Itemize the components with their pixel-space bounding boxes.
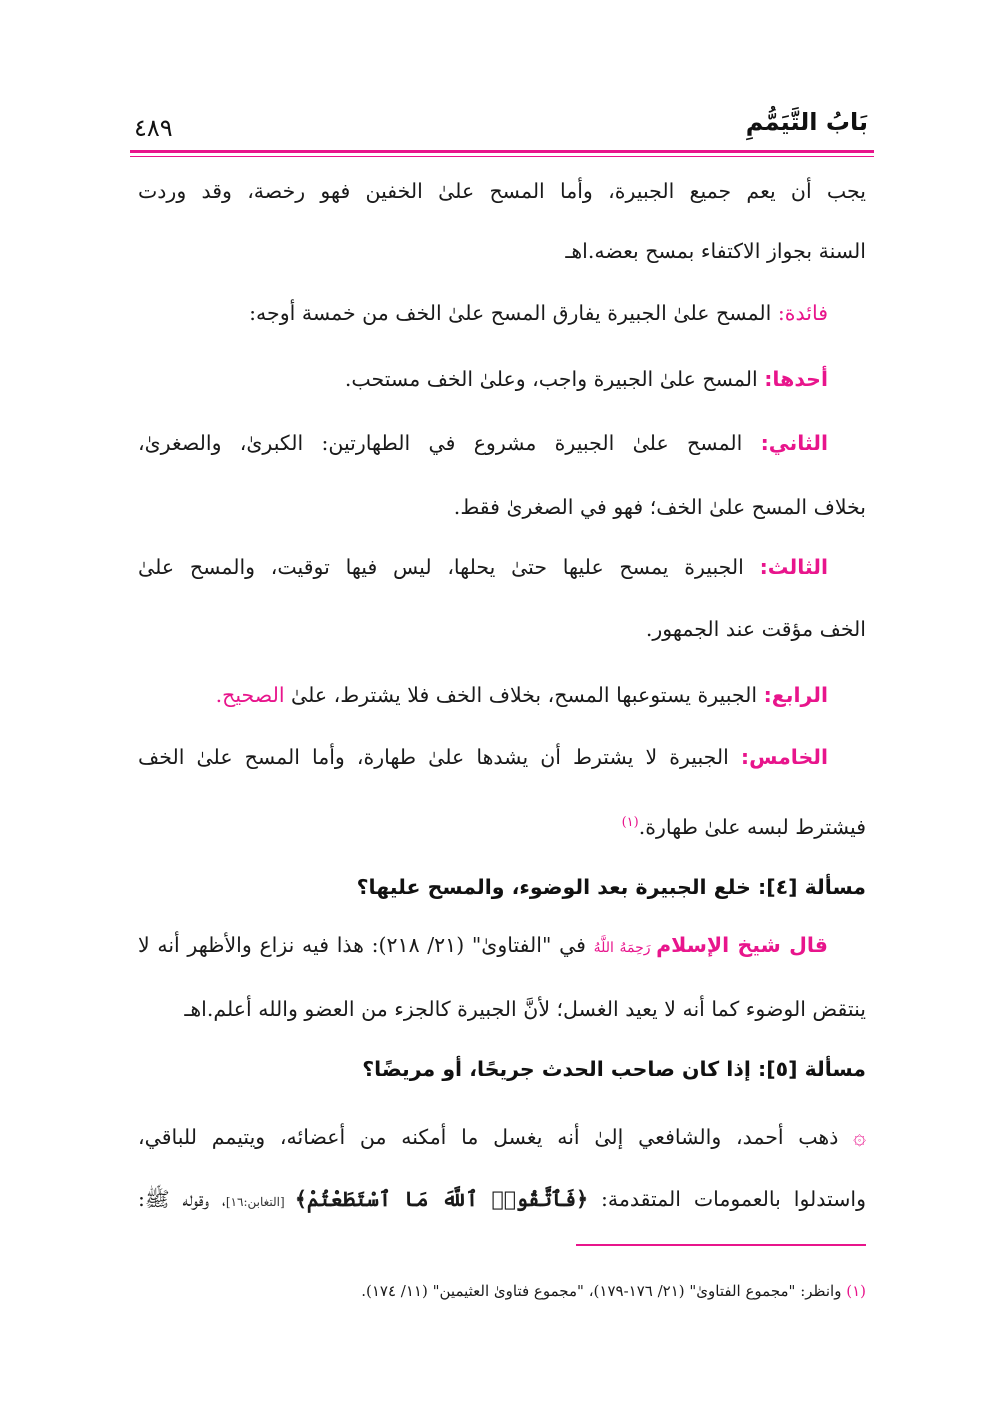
highlight-text: الصحيح. <box>215 683 285 707</box>
point-label: أحدها: <box>764 367 828 391</box>
line-text: المسح علىٰ الجبيرة مشروع في الطهارتين: الكبرىٰ، والصغرىٰ، <box>138 431 761 455</box>
line-text: بخلاف المسح علىٰ الخف؛ فهو في الصغرىٰ فقط. <box>453 495 866 519</box>
header-rule-thin <box>130 156 874 157</box>
text-line <box>138 298 828 328</box>
text-line <box>138 364 828 394</box>
question-title: خلع الجبيرة بعد الوضوء، والمسح عليها؟ <box>356 875 759 899</box>
line-text: ، وقوله ﷺ: <box>138 1187 226 1211</box>
text-line <box>138 808 866 842</box>
line-text: يجب أن يعم جميع الجبيرة، وأما المسح علىٰ الخفين فهو رخصة، وقد وردت <box>138 179 866 203</box>
line-text: المسح علىٰ الجبيرة واجب، وعلىٰ الخف مستحب. <box>344 367 765 391</box>
header-rule <box>130 150 874 153</box>
question-heading <box>138 872 866 902</box>
author-label: قال شيخ الإسلام <box>656 933 828 957</box>
footnote-ref[interactable]: (١) <box>621 815 639 830</box>
text-line <box>138 1122 866 1153</box>
text-line <box>138 492 866 522</box>
question-heading <box>138 1054 866 1084</box>
point-label: الخامس: <box>740 745 828 769</box>
point-label: الرابع: <box>763 683 828 707</box>
honorific: رَحِمَهُ اللَّهُ <box>593 940 657 956</box>
quran-quote: ﴿فَٱتَّقُوا۟ ٱللَّهَ مَا ٱسْتَطَعْتُمْ﴾ <box>294 1187 589 1211</box>
question-label: مسألة [٥]: <box>758 1057 866 1081</box>
line-text: في "الفتاوىٰ" (٢١/ ٢١٨): هذا فيه نزاع والأظهر أنه لا <box>138 933 594 957</box>
page-header <box>130 108 874 152</box>
text-line <box>138 930 828 963</box>
footnote <box>138 1280 866 1302</box>
footnote-number: (١) <box>846 1282 866 1300</box>
chapter-title: بَابُ التَّيَمُّمِ <box>745 108 868 136</box>
quran-reference: [التغابن:١٦] <box>225 1195 295 1209</box>
question-title: إذا كان صاحب الحدث جريحًا، أو مريضًا؟ <box>362 1057 759 1081</box>
line-text: ينتقض الوضوء كما أنه لا يعيد الغسل؛ لأنَّ الجبيرة كالجزء من العضو والله أعلم.اهـ <box>184 997 866 1021</box>
line-text: ذهب أحمد، والشافعي إلىٰ أنه يغسل ما أمكنه من أعضائه، ويتيمم للباقي، <box>138 1125 854 1149</box>
line-text: السنة بجواز الاكتفاء بمسح بعضه.اهـ <box>565 239 866 263</box>
line-text: الجبيرة يمسح عليها حتىٰ يحلها، ليس فيها توقيت، والمسح علىٰ <box>138 555 760 579</box>
text-line <box>138 428 828 458</box>
text-line <box>138 1184 866 1217</box>
line-text: فيشترط لبسه علىٰ طهارة. <box>638 814 866 839</box>
point-label: الثالث: <box>759 555 828 579</box>
line-text: واستدلوا بالعمومات المتقدمة: <box>588 1187 866 1211</box>
footnote-rule <box>576 1244 866 1246</box>
text-line <box>138 176 866 206</box>
text-line <box>138 614 866 644</box>
point-label: الثاني: <box>760 431 828 455</box>
footnote-text: وانظر: "مجموع الفتاوىٰ" (٢١/ ١٧٦-١٧٩)، "مجموع فتاوىٰ العثيمين" (١١/ ١٧٤). <box>361 1282 847 1300</box>
text-line <box>138 236 866 266</box>
text-line <box>138 742 828 772</box>
line-text: الجبيرة يستوعبها المسح، بخلاف الخف فلا يشترط، علىٰ <box>284 683 764 707</box>
line-text: الخف مؤقت عند الجمهور. <box>645 617 866 641</box>
text-line <box>138 680 828 710</box>
ornament-bullet-icon: ۞ <box>853 1125 866 1150</box>
page-number: ٤٨٩ <box>134 114 173 142</box>
benefit-label: فائدة: <box>777 301 828 325</box>
line-text: الجبيرة لا يشترط أن يشدها علىٰ طهارة، وأما المسح علىٰ الخف <box>138 745 741 769</box>
text-line <box>138 994 866 1024</box>
text-line <box>138 552 828 582</box>
line-text: المسح علىٰ الجبيرة يفارق المسح علىٰ الخف من خمسة أوجه: <box>249 301 778 325</box>
question-label: مسألة [٤]: <box>758 875 866 899</box>
